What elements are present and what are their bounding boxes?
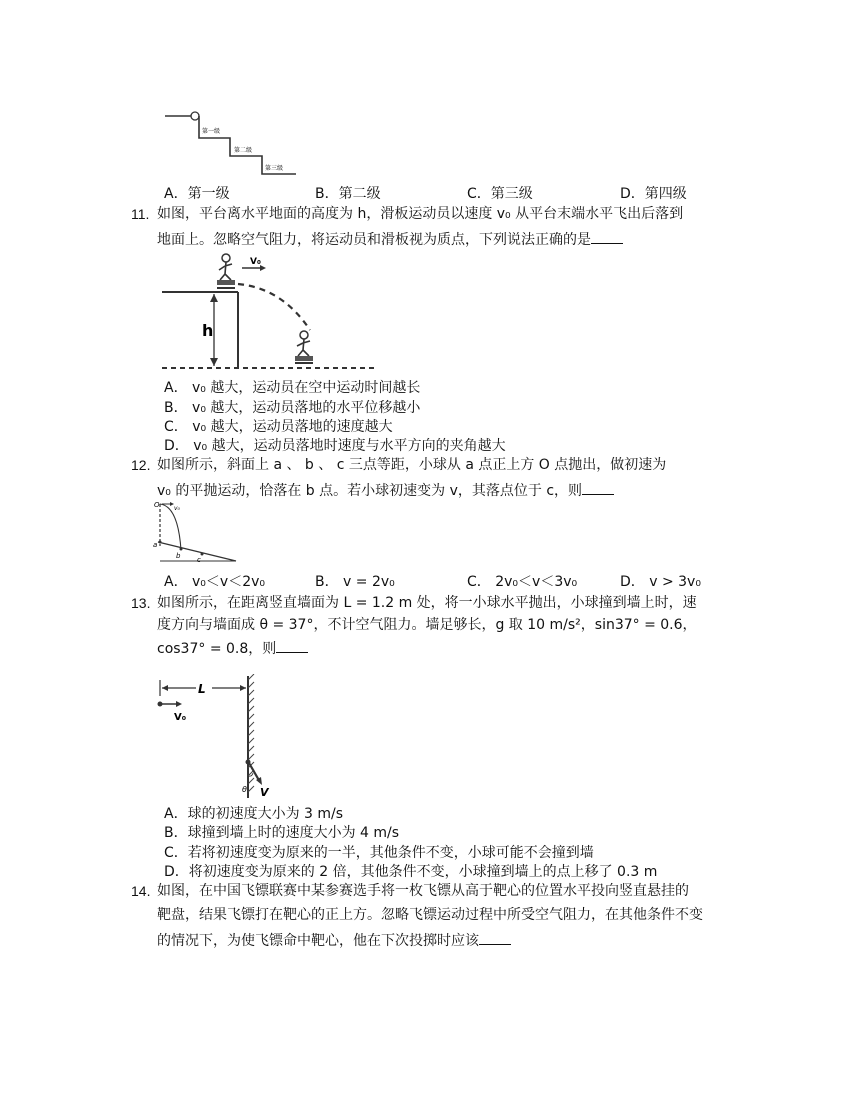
q10-option-b[interactable]: B．第二级: [315, 186, 381, 202]
q11-number: 11.: [131, 206, 150, 222]
velocity-label: V₀: [250, 257, 261, 267]
q13-option-a[interactable]: A．球的初速度大小为 3 m/s: [164, 806, 344, 822]
q10-option-c[interactable]: C．第三级: [467, 186, 533, 202]
q12-option-a[interactable]: A． v₀＜v＜2v₀: [164, 574, 266, 590]
incline-figure: [152, 498, 242, 568]
angle-theta-label: θ: [242, 785, 247, 794]
answer-blank[interactable]: [479, 930, 511, 945]
initial-velocity-label: V₀: [174, 712, 187, 723]
impact-velocity-label: V: [260, 786, 269, 799]
q10-option-a[interactable]: A．第一级: [164, 186, 230, 202]
q12-text-line2: v₀ 的平抛运动，恰落在 b 点。若小球初速变为 v，其落点位于 c，则: [157, 480, 614, 500]
q12-option-b[interactable]: B． v = 2v₀: [315, 574, 395, 590]
q11-text-line2: 地面上。忽略空气阻力，将运动员和滑板视为质点，下列说法正确的是: [157, 229, 623, 249]
answer-blank[interactable]: [276, 638, 308, 653]
q13-number: 13.: [131, 595, 151, 611]
q12-option-c[interactable]: C． 2v₀＜v＜3v₀: [467, 574, 578, 590]
q13-text-line1: 如图所示，在距离竖直墙面为 L = 1.2 m 处，将一小球水平抛出，小球撞到墙上时，速: [157, 595, 697, 611]
staircase-figure: [160, 106, 300, 180]
wall-figure: [152, 674, 272, 800]
q13-text-line3: cos37° = 0.8，则: [157, 638, 308, 658]
q11-option-c[interactable]: C． v₀ 越大，运动员落地的速度越大: [164, 419, 393, 435]
v0-label: v₀: [174, 505, 180, 512]
stair-label-3: 第三级: [265, 165, 284, 172]
q13-option-d[interactable]: D．将初速度变为原来的 2 倍，其他条件不变，小球撞到墙上的点上移了 0.3 m: [164, 864, 658, 880]
distance-l-label: L: [198, 682, 206, 696]
point-c-label: c: [197, 556, 201, 564]
point-o-label: O: [154, 501, 160, 509]
answer-blank[interactable]: [582, 480, 614, 495]
q14-text-line3: 的情况下，为使飞镖命中靶心，他在下次投掷时应该: [157, 930, 511, 950]
q12-option-d[interactable]: D． v > 3v₀: [620, 574, 701, 590]
q11-option-a[interactable]: A． v₀ 越大，运动员在空中运动时间越长: [164, 380, 421, 396]
q12-number: 12.: [131, 457, 151, 473]
answer-blank[interactable]: [591, 229, 623, 244]
q14-text-line1: 如图，在中国飞镖联赛中某参赛选手将一枚飞镖从高于靶心的位置水平投向竖直悬挂的: [157, 883, 689, 899]
height-label: h: [202, 321, 214, 340]
q12-text-line1: 如图所示，斜面上 a 、 b 、 c 三点等距，小球从 a 点正上方 O 点抛出，做初速为: [157, 457, 667, 473]
q13-text-line2: 度方向与墙面成 θ = 37°，不计空气阻力。墙足够长，g 取 10 m/s²，sin37° = 0.6，: [157, 617, 697, 633]
q14-text-line2: 靶盘，结果飞镖打在靶心的正上方。忽略飞镖运动过程中所受空气阻力，在其他条件不变: [157, 907, 703, 923]
point-a-label: a: [153, 541, 158, 549]
stair-label-2: 第二级: [234, 147, 253, 154]
q13-option-c[interactable]: C．若将初速度变为原来的一半，其他条件不变，小球可能不会撞到墙: [164, 845, 594, 861]
skateboard-figure: [162, 250, 377, 375]
q13-option-b[interactable]: B．球撞到墙上时的速度大小为 4 m/s: [164, 825, 400, 841]
q10-option-d[interactable]: D．第四级: [620, 186, 687, 202]
point-b-label: b: [176, 552, 181, 560]
stair-label-1: 第一级: [202, 128, 221, 135]
q11-option-d[interactable]: D． v₀ 越大，运动员落地时速度与水平方向的夹角越大: [164, 438, 506, 454]
q11-text-line1: 如图，平台离水平地面的高度为 h，滑板运动员以速度 v₀ 从平台末端水平飞出后落到: [157, 206, 684, 222]
q11-option-b[interactable]: B． v₀ 越大，运动员落地的水平位移越小: [164, 400, 421, 416]
q14-number: 14.: [131, 883, 151, 899]
